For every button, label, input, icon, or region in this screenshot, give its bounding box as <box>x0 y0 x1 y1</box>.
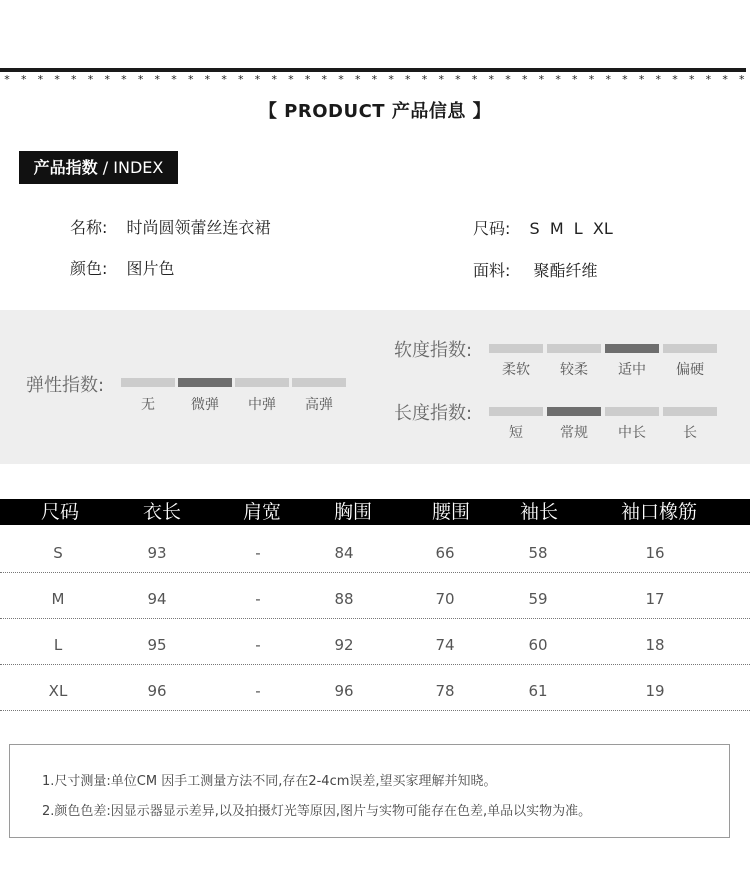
elasticity-segment <box>292 378 346 387</box>
size-table-cell: 19 <box>645 682 665 700</box>
elasticity-segment <box>121 378 175 387</box>
size-table-cell: 96 <box>147 682 167 700</box>
size-table-header-cell: 尺码 <box>40 501 79 523</box>
star-glyph: * <box>154 73 161 86</box>
star-glyph: * <box>338 73 344 86</box>
size-table-cell: 74 <box>435 636 455 654</box>
length-segment-selected <box>547 407 601 416</box>
index-label-en: INDEX <box>113 158 164 177</box>
star-glyph: * <box>388 73 394 86</box>
size-table-row-divider <box>0 618 750 619</box>
size-table-cell: 88 <box>334 590 354 608</box>
color-label: 颜色: <box>70 259 108 278</box>
size-table-row-divider <box>0 664 750 665</box>
star-glyph: * <box>455 73 461 86</box>
index-label-sep: / <box>97 158 114 177</box>
softness-option-label: 适中 <box>618 362 646 378</box>
size-table-cell: 95 <box>147 636 167 654</box>
star-glyph: * <box>254 73 261 86</box>
star-glyph: * <box>87 73 94 86</box>
softness-option-label: 柔软 <box>502 362 530 378</box>
notes-box <box>9 744 730 838</box>
length-title: 长度指数: <box>394 403 473 424</box>
elasticity-option-label: 高弹 <box>305 397 333 413</box>
size-table-cell: 58 <box>528 544 548 562</box>
size-table-cell: 66 <box>435 544 455 562</box>
size-table-header-cell: 胸围 <box>333 501 372 523</box>
size-table-cell: 61 <box>528 682 548 700</box>
star-glyph: * <box>104 73 110 86</box>
star-glyph: * <box>187 73 194 86</box>
length-segment <box>663 407 717 416</box>
size-table-header-cell: 衣长 <box>142 501 181 523</box>
softness-segment <box>547 344 601 353</box>
name-row <box>70 215 271 238</box>
star-glyph: * <box>521 73 528 86</box>
size-table-cell: 93 <box>147 544 167 562</box>
star-glyph: * <box>421 73 428 86</box>
size-table-row-divider <box>0 572 750 573</box>
softness-option-label: 较柔 <box>560 362 588 378</box>
name-value: 时尚圆领蕾丝连衣裙 <box>126 218 271 237</box>
star-glyph: * <box>238 73 244 86</box>
star-glyph: * <box>438 73 444 86</box>
star-glyph: * <box>204 73 211 86</box>
size-table-header-cell: 袖口橡筋 <box>620 501 697 523</box>
size-table-header-cell: 腰围 <box>431 501 470 523</box>
length-option-label: 常规 <box>560 425 588 441</box>
star-glyph: * <box>37 73 44 86</box>
size-value: S M L XL <box>529 219 613 238</box>
size-table-header-cell: 肩宽 <box>242 501 281 523</box>
elasticity-segment-selected <box>178 378 232 387</box>
softness-title: 软度指数: <box>394 340 473 361</box>
star-glyph: * <box>288 73 294 86</box>
star-glyph: * <box>538 73 545 86</box>
star-glyph: * <box>739 73 745 86</box>
length-option-label: 短 <box>509 425 523 441</box>
star-glyph: * <box>505 73 511 86</box>
size-table-cell: 96 <box>334 682 354 700</box>
star-glyph: * <box>137 73 144 86</box>
size-table-cell: 70 <box>435 590 455 608</box>
size-table-cell: 92 <box>334 636 354 654</box>
star-glyph: * <box>622 73 628 86</box>
star-glyph: * <box>488 73 495 86</box>
star-glyph: * <box>605 73 611 86</box>
length-segment <box>605 407 659 416</box>
star-glyph: * <box>722 73 728 86</box>
fabric-label: 面料: <box>473 261 511 280</box>
star-glyph: * <box>705 73 712 86</box>
star-glyph: * <box>4 73 10 86</box>
star-glyph: * <box>588 73 595 86</box>
star-glyph: * <box>655 73 662 86</box>
product-info-title: 【 PRODUCT 产品信息 】 <box>258 101 492 122</box>
star-glyph: * <box>71 73 77 86</box>
star-glyph: * <box>271 73 277 86</box>
star-glyph: * <box>54 73 60 86</box>
color-value: 图片色 <box>126 259 175 278</box>
star-divider-row <box>0 72 750 86</box>
size-table-cell: M <box>51 590 65 608</box>
product-index-label <box>19 151 178 184</box>
size-table-cell: 60 <box>528 636 548 654</box>
length-option-label: 长 <box>683 425 697 441</box>
star-glyph: * <box>672 73 678 86</box>
size-table-cell: XL <box>48 682 68 700</box>
size-table-cell: - <box>255 544 261 562</box>
star-glyph: * <box>371 73 378 86</box>
size-table-cell: 78 <box>435 682 455 700</box>
color-row <box>70 256 175 279</box>
size-table-cell: - <box>255 682 261 700</box>
note-color-difference: 2.颜色色差:因显示器显示差异,以及拍摄灯光等原因,图片与实物可能存在色差,单品以实物为准。 <box>42 804 592 819</box>
star-glyph: * <box>221 73 227 86</box>
size-table-cell: S <box>53 544 63 562</box>
star-glyph: * <box>354 73 361 86</box>
size-table-cell: L <box>53 636 63 654</box>
size-table-cell: 17 <box>645 590 665 608</box>
star-glyph: * <box>304 73 311 86</box>
softness-segment <box>489 344 543 353</box>
softness-segment-selected <box>605 344 659 353</box>
size-table-cell: 59 <box>528 590 548 608</box>
star-glyph: * <box>405 73 411 86</box>
elasticity-option-label: 微弹 <box>191 397 219 413</box>
softness-option-label: 偏硬 <box>676 362 704 378</box>
length-segment <box>489 407 543 416</box>
index-label-cn: 产品指数 <box>33 158 98 177</box>
elasticity-option-label: 中弹 <box>248 397 276 413</box>
size-table-cell: 94 <box>147 590 167 608</box>
star-glyph: * <box>321 73 328 86</box>
size-table-cell: - <box>255 636 261 654</box>
star-glyph: * <box>471 73 478 86</box>
size-label: 尺码: <box>473 219 511 238</box>
elasticity-segment <box>235 378 289 387</box>
star-glyph: * <box>20 73 27 86</box>
fabric-row <box>473 258 598 281</box>
star-glyph: * <box>555 73 561 86</box>
size-table-cell: 16 <box>645 544 665 562</box>
size-row <box>473 216 613 239</box>
star-glyph: * <box>171 73 177 86</box>
size-table-cell: 84 <box>334 544 354 562</box>
star-glyph: * <box>688 73 695 86</box>
size-table-cell: 18 <box>645 636 665 654</box>
star-glyph: * <box>121 73 127 86</box>
star-glyph: * <box>638 73 645 86</box>
note-measurement: 1.尺寸测量:单位CM 因手工测量方法不同,存在2-4cm误差,望买家理解并知晓。 <box>42 774 497 789</box>
softness-segment <box>663 344 717 353</box>
size-table-row-divider <box>0 710 750 711</box>
size-table-header-cell: 袖长 <box>519 501 558 523</box>
name-label: 名称: <box>70 218 108 237</box>
star-glyph: * <box>572 73 578 86</box>
elasticity-option-label: 无 <box>141 397 155 413</box>
fabric-value: 聚酯纤维 <box>533 261 598 280</box>
size-table-cell: - <box>255 590 261 608</box>
length-option-label: 中长 <box>618 425 646 441</box>
elasticity-title: 弹性指数: <box>26 375 105 396</box>
